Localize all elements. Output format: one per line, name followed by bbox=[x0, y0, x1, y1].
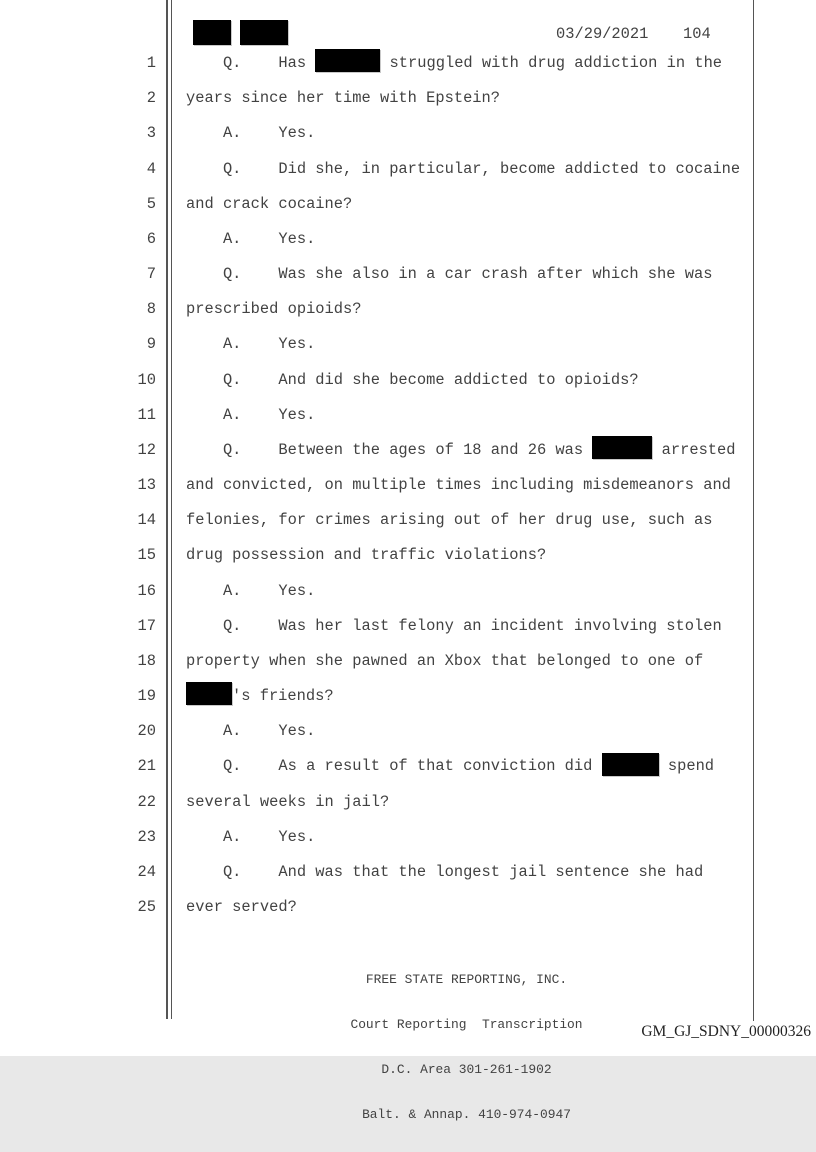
line-text bbox=[186, 616, 722, 636]
header-page-number: 104 bbox=[683, 25, 711, 43]
line-text-segment: and crack cocaine? bbox=[186, 194, 353, 213]
line-text bbox=[186, 334, 315, 354]
line-text-segment: A. Yes. bbox=[186, 335, 316, 354]
line-number: 2 bbox=[146, 89, 156, 108]
transcript-line bbox=[0, 827, 816, 853]
line-number: 6 bbox=[146, 229, 156, 248]
line-text bbox=[186, 159, 740, 179]
line-text bbox=[186, 581, 315, 601]
line-text bbox=[186, 299, 361, 319]
line-text-segment: and convicted, on multiple times including misdemeanors and bbox=[186, 476, 731, 495]
line-text bbox=[186, 264, 712, 284]
line-text bbox=[186, 862, 703, 882]
redaction-box bbox=[240, 20, 288, 45]
line-number: 13 bbox=[137, 476, 156, 495]
line-number: 4 bbox=[146, 159, 156, 178]
bates-number: GM_GJ_SDNY_00000326 bbox=[641, 1023, 811, 1040]
line-text-segment: ever served? bbox=[186, 898, 297, 917]
line-text bbox=[186, 88, 500, 108]
line-text-segment: A. Yes. bbox=[186, 581, 316, 600]
transcript-line bbox=[0, 545, 816, 571]
line-text-segment: 's friends? bbox=[232, 687, 334, 706]
line-number: 25 bbox=[137, 898, 156, 917]
line-text-segment: A. Yes. bbox=[186, 722, 316, 741]
line-number: 7 bbox=[146, 265, 156, 284]
line-text bbox=[186, 194, 352, 214]
line-text bbox=[186, 756, 714, 776]
line-number: 10 bbox=[137, 370, 156, 389]
line-text bbox=[186, 510, 712, 530]
transcript-line bbox=[0, 581, 816, 607]
reporter-footer bbox=[186, 942, 747, 1152]
line-number: 23 bbox=[137, 827, 156, 846]
transcript-line bbox=[0, 53, 816, 79]
reporter-footer-line: Court Reporting Transcription bbox=[350, 1017, 583, 1032]
redaction-box bbox=[602, 753, 659, 776]
transcript-line bbox=[0, 334, 816, 360]
transcript-line bbox=[0, 440, 816, 466]
redaction-box bbox=[315, 49, 380, 72]
line-number: 24 bbox=[137, 862, 156, 881]
line-text-segment: A. Yes. bbox=[186, 229, 316, 248]
line-text-segment: A. Yes. bbox=[186, 827, 316, 846]
line-number: 14 bbox=[137, 511, 156, 530]
line-number: 16 bbox=[137, 581, 156, 600]
line-text bbox=[186, 721, 315, 741]
line-number: 11 bbox=[137, 405, 156, 424]
line-text-segment: Q. Was her last felony an incident involving stolen bbox=[186, 616, 722, 635]
transcript-line bbox=[0, 756, 816, 782]
line-text-segment: Q. Between the ages of 18 and 26 was bbox=[186, 440, 593, 459]
transcript-line bbox=[0, 264, 816, 290]
transcript-line bbox=[0, 510, 816, 536]
transcript-line bbox=[0, 194, 816, 220]
line-text bbox=[186, 123, 315, 143]
transcript-line bbox=[0, 88, 816, 114]
line-text bbox=[186, 651, 703, 671]
reporter-footer-line: FREE STATE REPORTING, INC. bbox=[365, 972, 568, 987]
line-text-segment: struggled with drug addiction in the bbox=[380, 54, 723, 72]
transcript-line bbox=[0, 616, 816, 642]
line-text-segment: arrested bbox=[652, 440, 736, 459]
transcript-line bbox=[0, 862, 816, 888]
redaction-box bbox=[193, 20, 231, 45]
line-text-segment: prescribed opioids? bbox=[186, 300, 362, 319]
line-text bbox=[186, 370, 639, 390]
line-number: 3 bbox=[146, 124, 156, 143]
transcript-line bbox=[0, 651, 816, 677]
line-number: 12 bbox=[137, 440, 156, 459]
line-text bbox=[186, 686, 334, 706]
line-number: 5 bbox=[146, 194, 156, 213]
transcript-line bbox=[0, 159, 816, 185]
line-number: 1 bbox=[146, 54, 156, 72]
line-text-segment: Q. Did she, in particular, become addicted to cocaine bbox=[186, 159, 741, 178]
line-text-segment: Q. Was she also in a car crash after which she was bbox=[186, 265, 713, 284]
line-text-segment: Q. As a result of that conviction did bbox=[186, 757, 602, 776]
line-number: 19 bbox=[137, 687, 156, 706]
line-number: 21 bbox=[137, 757, 156, 776]
reporter-footer-line: D.C. Area 301-261-1902 bbox=[381, 1062, 552, 1077]
transcript-line bbox=[0, 229, 816, 255]
line-number: 9 bbox=[146, 335, 156, 354]
line-text bbox=[186, 897, 297, 917]
line-text-segment: years since her time with Epstein? bbox=[186, 89, 501, 108]
line-text-segment: drug possession and traffic violations? bbox=[186, 546, 547, 565]
line-text-segment: felonies, for crimes arising out of her drug use, such as bbox=[186, 511, 713, 530]
line-text bbox=[186, 440, 736, 460]
transcript-line bbox=[0, 721, 816, 747]
transcript-line bbox=[0, 686, 816, 712]
line-text bbox=[186, 545, 546, 565]
line-number: 17 bbox=[137, 616, 156, 635]
transcript-line bbox=[0, 299, 816, 325]
line-text bbox=[186, 827, 315, 847]
transcript-line bbox=[0, 123, 816, 149]
line-text-segment: A. Yes. bbox=[186, 405, 316, 424]
line-number: 8 bbox=[146, 300, 156, 319]
line-text bbox=[186, 405, 315, 425]
transcript-line bbox=[0, 792, 816, 818]
line-text-segment: property when she pawned an Xbox that belonged to one of bbox=[186, 651, 704, 670]
line-text-segment: Q. And did she become addicted to opioids? bbox=[186, 370, 639, 389]
line-text-segment: several weeks in jail? bbox=[186, 792, 390, 811]
line-text bbox=[186, 792, 389, 812]
reporter-footer-line: Balt. & Annap. 410-974-0947 bbox=[362, 1107, 571, 1122]
line-number: 18 bbox=[137, 651, 156, 670]
line-text bbox=[186, 53, 722, 73]
line-number: 20 bbox=[137, 722, 156, 741]
line-number: 15 bbox=[137, 546, 156, 565]
line-text-segment: Q. Has bbox=[186, 54, 316, 72]
header-date: 03/29/2021 bbox=[556, 25, 649, 43]
line-number: 22 bbox=[137, 792, 156, 811]
transcript-line bbox=[0, 370, 816, 396]
transcript-line bbox=[0, 897, 816, 923]
line-text-segment: Q. And was that the longest jail sentence she had bbox=[186, 862, 704, 881]
transcript-line bbox=[0, 475, 816, 501]
line-text bbox=[186, 475, 731, 495]
redaction-box bbox=[592, 436, 652, 459]
redaction-box bbox=[186, 682, 232, 705]
line-text-segment: spend bbox=[658, 757, 715, 776]
line-text-segment: A. Yes. bbox=[186, 124, 316, 143]
line-text bbox=[186, 229, 315, 249]
transcript-line bbox=[0, 405, 816, 431]
